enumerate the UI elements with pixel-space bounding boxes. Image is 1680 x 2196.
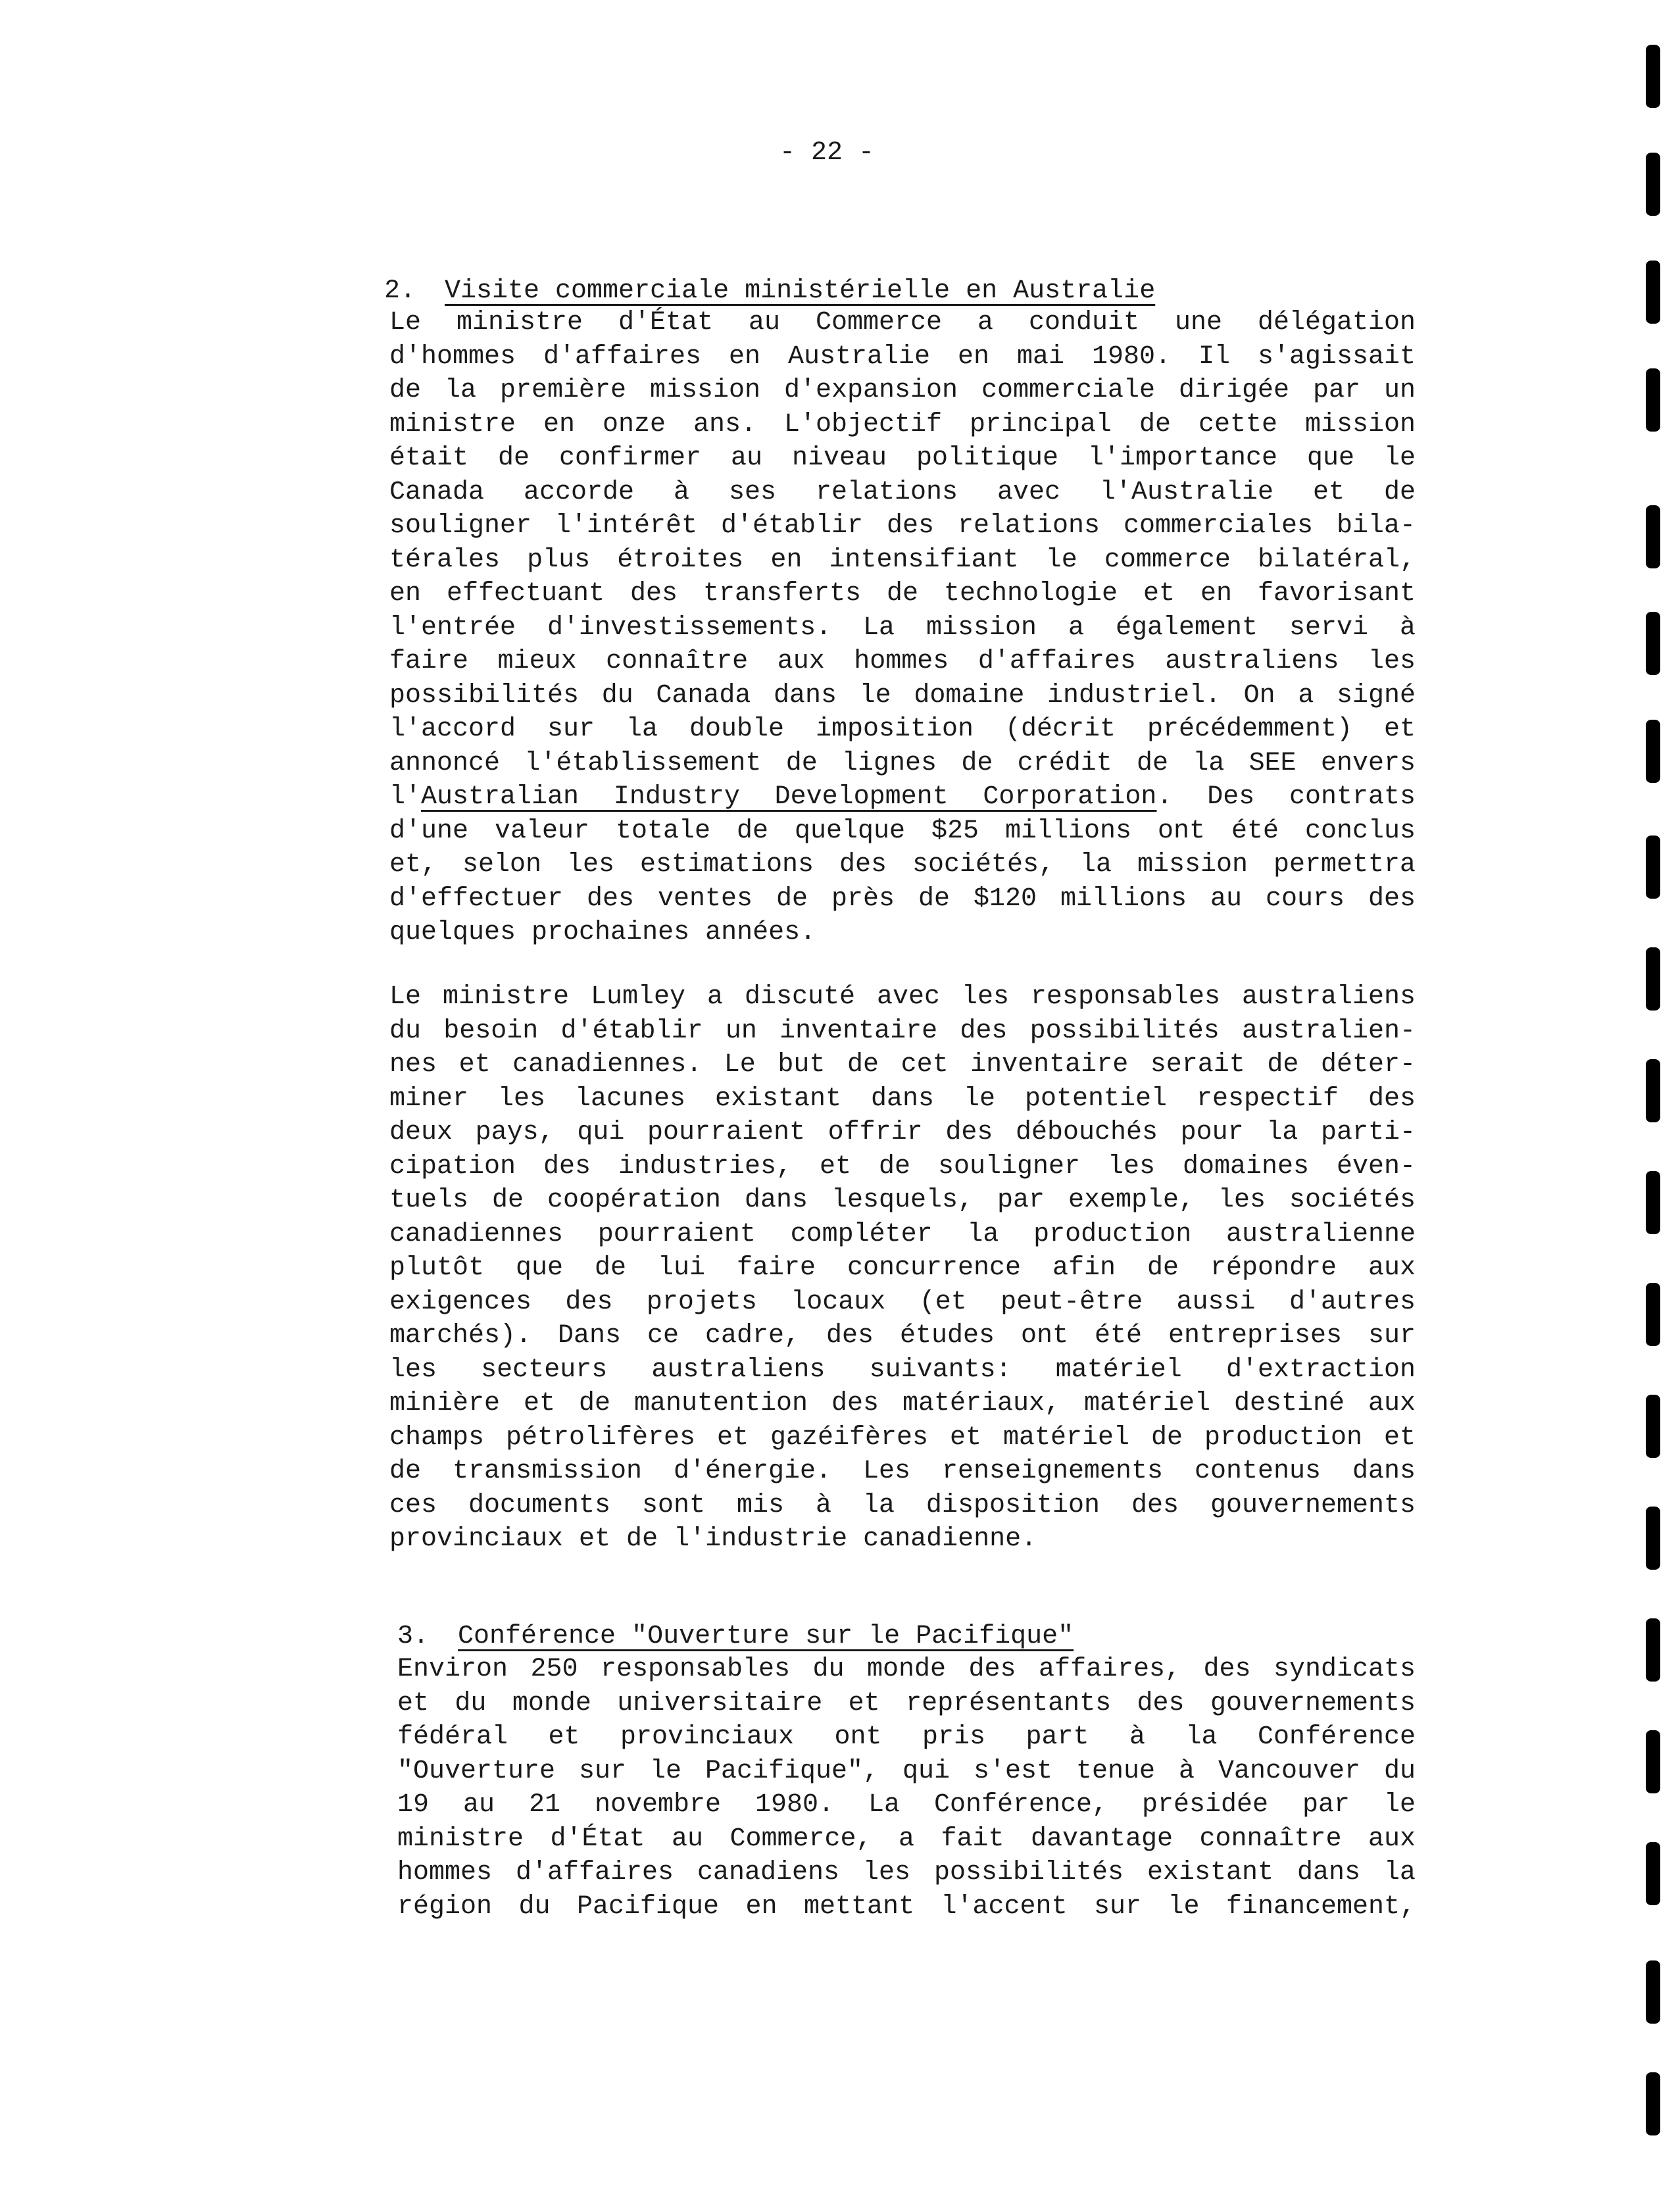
paragraph-1 xyxy=(389,306,1416,950)
text-line: du besoin d'établir un inventaire des possibilités australien- xyxy=(389,1016,1416,1046)
punch-hole xyxy=(1646,1507,1660,1570)
punch-hole xyxy=(1646,153,1660,216)
text-line: en effectuant des transferts de technologie et en favorisant xyxy=(389,579,1416,609)
punch-hole xyxy=(1646,1171,1660,1234)
text-line: les secteurs australiens suivants: matériel d'extraction xyxy=(389,1355,1416,1385)
text-line: d'hommes d'affaires en Australie en mai 1980. Il s'agissait xyxy=(389,341,1416,372)
text-line: provinciaux et de l'industrie canadienne. xyxy=(389,1524,1037,1554)
line-remainder: . Des contrats xyxy=(1156,782,1416,812)
text-line: l'entrée d'investissements. La mission a également servi à xyxy=(389,612,1416,643)
text-line: ministre d'État au Commerce, a fait davantage connaître aux xyxy=(397,1824,1416,1854)
punch-hole xyxy=(1646,1730,1660,1793)
text-line: marchés). Dans ce cadre, des études ont été entreprises sur xyxy=(389,1321,1416,1351)
text-line: et du monde universitaire et représentants des gouvernements xyxy=(397,1688,1416,1718)
text-line: hommes d'affaires canadiens les possibilités existant dans la xyxy=(397,1858,1416,1887)
underlined-corporation-name: Australian Industry Development Corporation xyxy=(421,782,1157,812)
text-line: région du Pacifique en mettant l'accent sur le financement, xyxy=(397,1891,1416,1922)
binder-punch-strip xyxy=(1643,0,1669,2196)
section-title: Visite commerciale ministérielle en Australie xyxy=(445,276,1156,306)
punch-hole xyxy=(1646,261,1660,324)
text-line: "Ouverture sur le Pacifique", qui s'est tenue à Vancouver du xyxy=(397,1756,1416,1786)
text-line: était de confirmer au niveau politique l'importance que le xyxy=(389,443,1416,473)
punch-hole xyxy=(1646,947,1660,1011)
section-number: 3. xyxy=(397,1622,430,1651)
punch-hole xyxy=(1646,1283,1660,1346)
text-line-underlined xyxy=(389,780,1416,814)
paragraph-3 xyxy=(397,1653,1416,1924)
text-line: fédéral et provinciaux ont pris part à la Conférence xyxy=(397,1722,1416,1752)
punch-hole xyxy=(1646,505,1660,568)
text-line: térales plus étroites en intensifiant le commerce bilatéral, xyxy=(389,545,1416,575)
text-line: plutôt que de lui faire concurrence afin de répondre aux xyxy=(389,1253,1416,1283)
text-line: deux pays, qui pourraient offrir des débouchés pour la parti- xyxy=(389,1118,1416,1147)
punch-hole xyxy=(1646,836,1660,899)
text-line: d'une valeur totale de quelque $25 millions ont été conclus xyxy=(389,816,1416,846)
text-line: d'effectuer des ventes de près de $120 millions au cours des xyxy=(389,884,1416,914)
punch-hole xyxy=(1646,1618,1660,1682)
text-line: faire mieux connaître aux hommes d'affaires australiens les xyxy=(389,647,1416,676)
section-number: 2. xyxy=(384,276,416,306)
punch-hole xyxy=(1646,1842,1660,1905)
punch-hole xyxy=(1646,368,1660,432)
text-line: champs pétrolifères et gazéifères et matériel de production et xyxy=(389,1422,1416,1453)
punch-hole xyxy=(1646,1059,1660,1122)
text-line: nes et canadiennes. Le but de cet inventaire serait de déter- xyxy=(389,1050,1416,1080)
punch-hole xyxy=(1646,45,1660,108)
text-line: et, selon les estimations des sociétés, la mission permettra xyxy=(389,850,1416,880)
text-line: minière et de manutention des matériaux, matériel destiné aux xyxy=(389,1389,1416,1418)
punch-hole xyxy=(1646,612,1660,675)
text-line: canadiennes pourraient compléter la production australienne xyxy=(389,1219,1416,1249)
text-line: 19 au 21 novembre 1980. La Conférence, présidée par le xyxy=(397,1790,1416,1820)
text-line: cipation des industries, et de souligner les domaines éven- xyxy=(389,1151,1416,1182)
text-line: de la première mission d'expansion commerciale dirigée par un xyxy=(389,376,1416,405)
punch-hole xyxy=(1646,1960,1660,2024)
text-line: ces documents sont mis à la disposition des gouvernements xyxy=(389,1490,1416,1520)
punch-hole xyxy=(1646,1395,1660,1458)
text-line: Le ministre Lumley a discuté avec les responsables australiens xyxy=(389,982,1416,1012)
text-line: miner les lacunes existant dans le potentiel respectif des xyxy=(389,1084,1416,1114)
text-line: Le ministre d'État au Commerce a conduit une délégation xyxy=(389,308,1416,337)
text-line: souligner l'intérêt d'établir des relations commerciales bila- xyxy=(389,511,1416,541)
text-line: possibilités du Canada dans le domaine industriel. On a signé xyxy=(389,680,1416,711)
page-number: - 22 - xyxy=(779,138,875,168)
paragraph-2 xyxy=(389,980,1416,1557)
text-line: de transmission d'énergie. Les renseignements contenus dans xyxy=(389,1457,1416,1486)
text-line: tuels de coopération dans lesquels, par exemple, les sociétés xyxy=(389,1185,1416,1215)
punch-hole xyxy=(1646,720,1660,783)
text-line: ministre en onze ans. L'objectif principal de cette mission xyxy=(389,409,1416,439)
text-line: exigences des projets locaux (et peut-être aussi d'autres xyxy=(389,1287,1416,1317)
punch-hole xyxy=(1646,2072,1660,2135)
apostrophe-prefix: l' xyxy=(389,782,422,812)
text-line: quelques prochaines années. xyxy=(389,918,816,947)
text-line: Environ 250 responsables du monde des affaires, des syndicats xyxy=(397,1655,1416,1684)
text-line: Canada accorde à ses relations avec l'Australie et de xyxy=(389,477,1416,507)
section-title: Conférence "Ouverture sur le Pacifique" xyxy=(458,1622,1074,1651)
text-line: l'accord sur la double imposition (décrit précédemment) et xyxy=(389,714,1416,744)
text-line: annoncé l'établissement de lignes de crédit de la SEE envers xyxy=(389,748,1416,778)
